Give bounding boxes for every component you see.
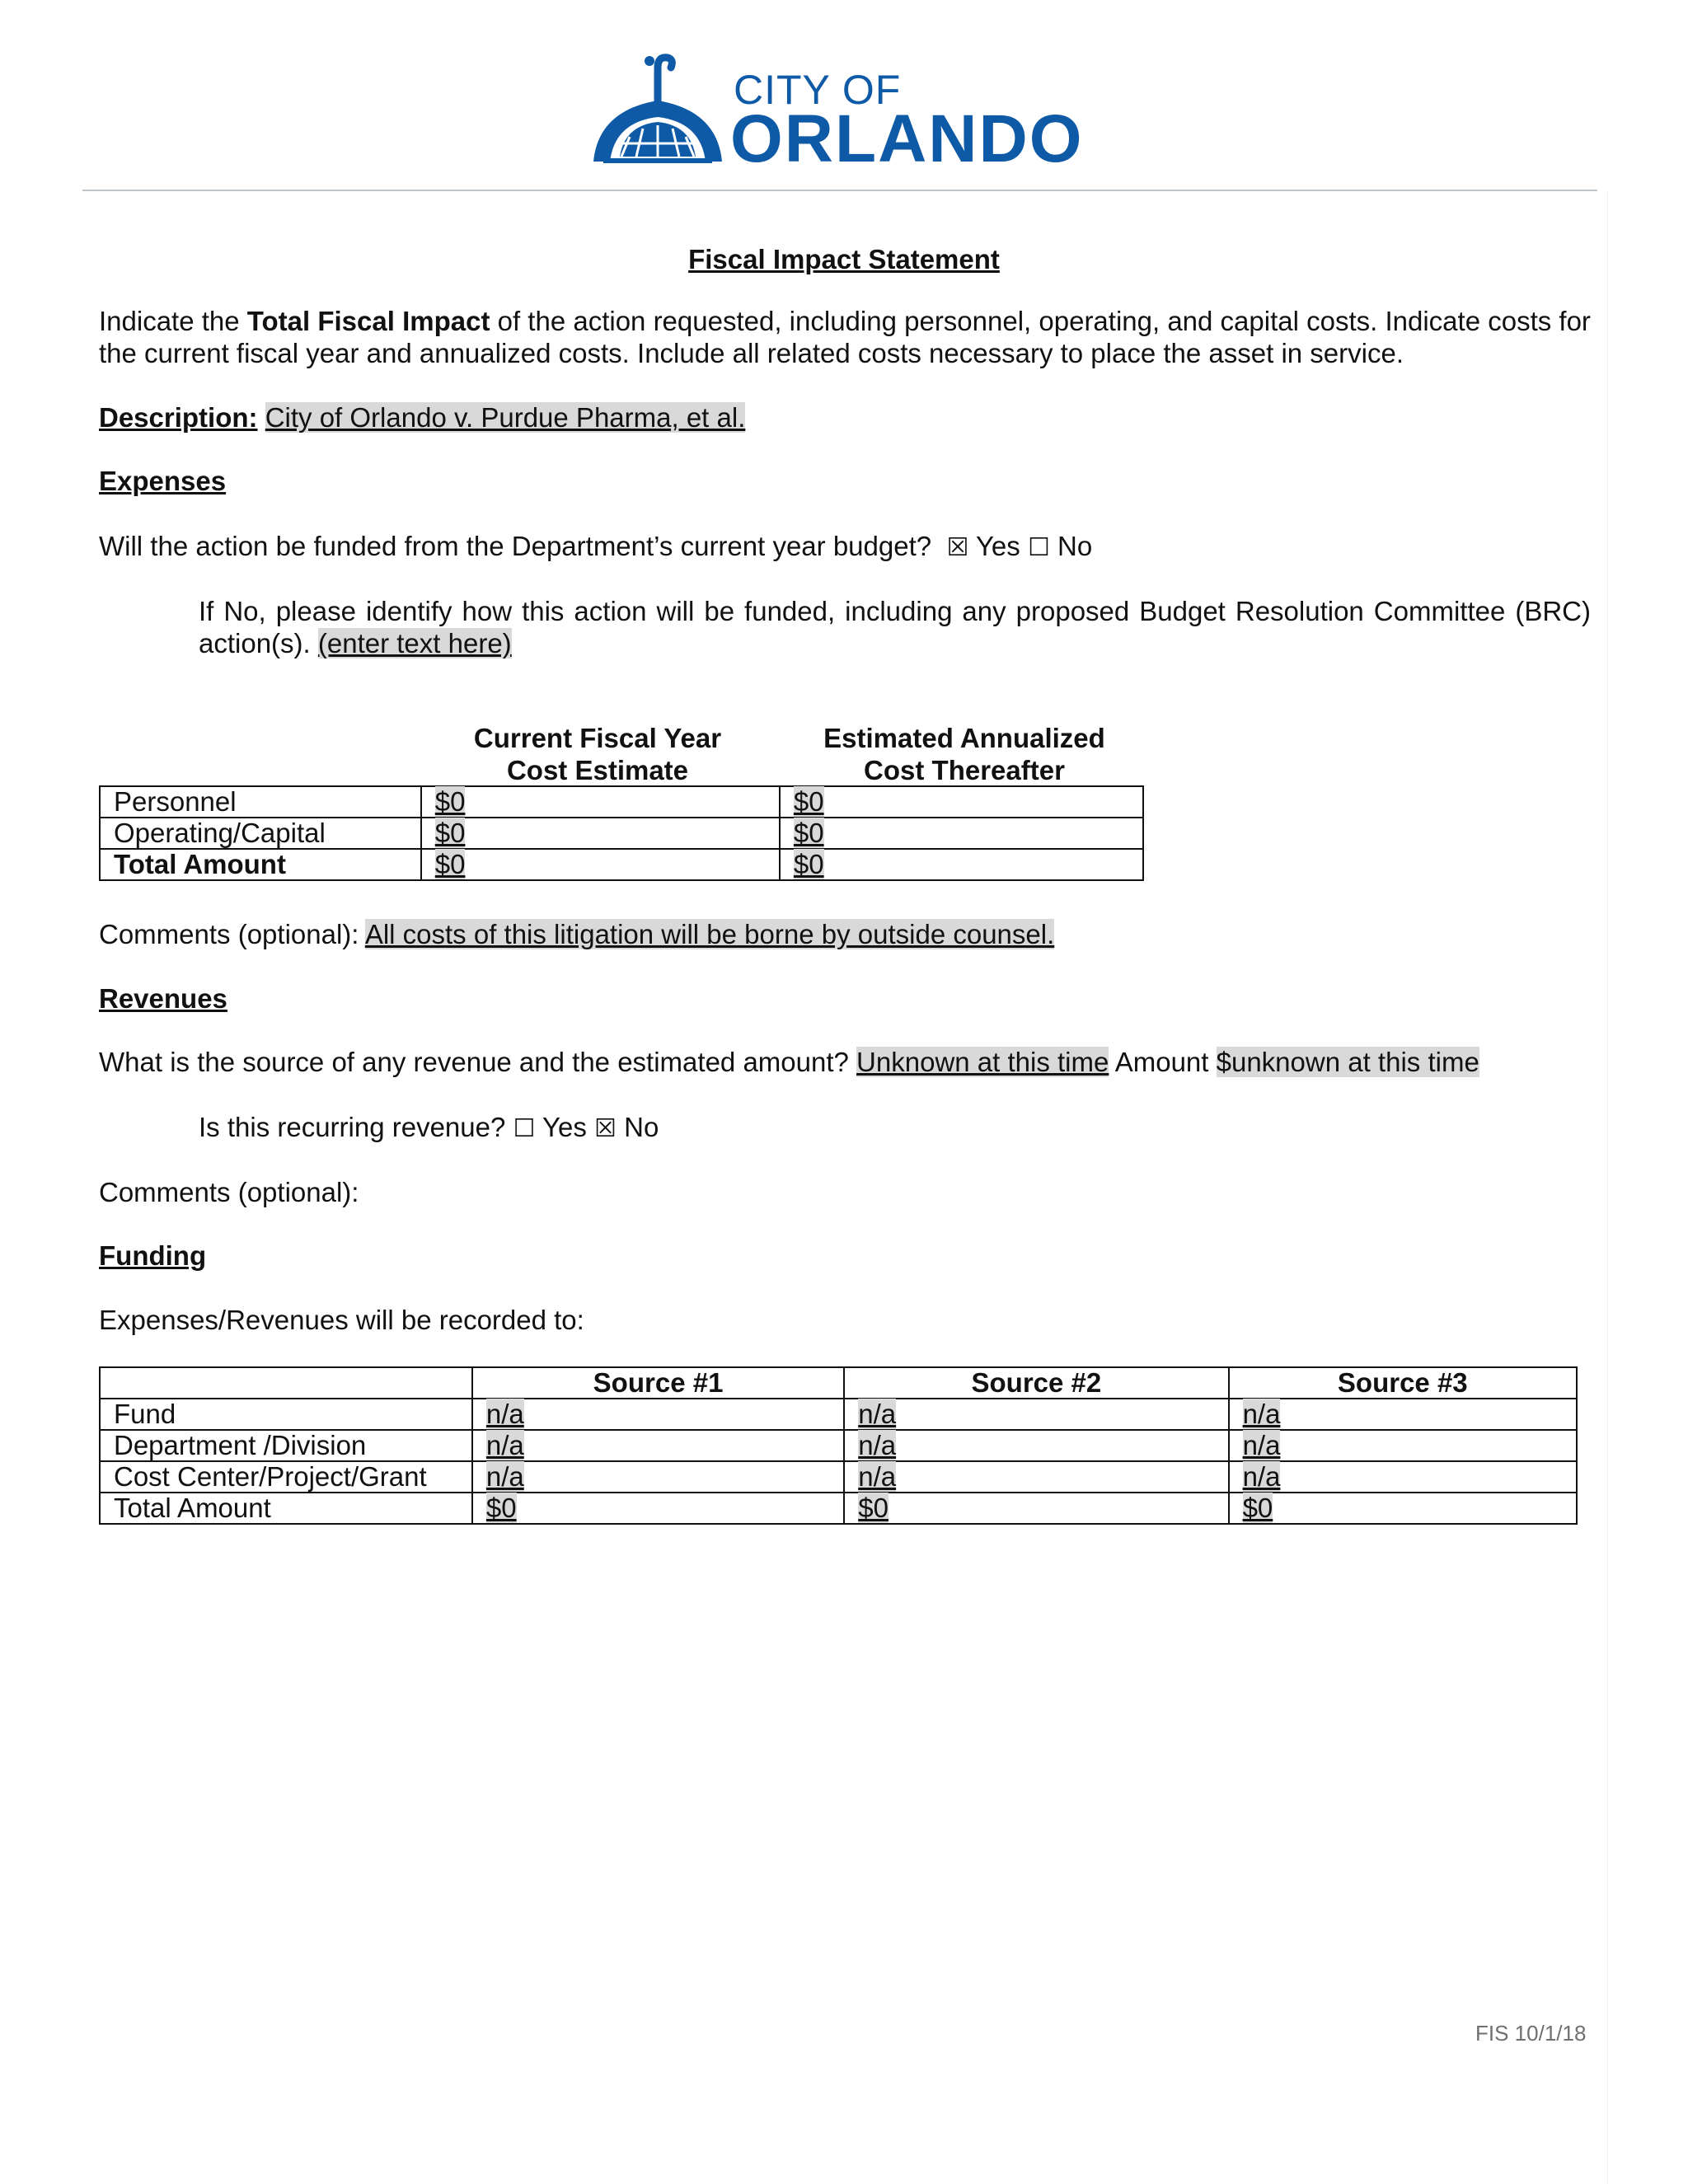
intro-text-end: of the action requested, including personnel, operating, and capital costs. Indicate costs for the current fiscal year and annualized costs. Include all related costs necessary to place the asset in service. [99, 306, 1591, 368]
expenses-comments-row [99, 918, 1591, 950]
funded-no-label: No [1057, 531, 1093, 561]
funding-row-label: Cost Center/Project/Grant [100, 1461, 472, 1493]
expenses-comments-field[interactable]: All costs of this litigation will be borne by outside counsel. [364, 919, 1055, 949]
department-source-1-field[interactable]: n/a [485, 1430, 524, 1460]
funded-yes-checkbox[interactable]: ☒ [946, 533, 969, 562]
expenses-heading: Expenses [99, 466, 227, 496]
fund-source-3-field[interactable]: n/a [1242, 1399, 1281, 1429]
logo-text-city-of: CITY OF [734, 67, 902, 113]
personnel-annual-field[interactable]: $0 [793, 786, 824, 817]
recurring-no-label: No [624, 1112, 659, 1142]
fund-source-2-field[interactable]: n/a [858, 1399, 897, 1429]
table-row [100, 786, 1143, 818]
total-source-2-field[interactable]: $0 [858, 1493, 889, 1523]
current-fiscal-year-header [420, 722, 775, 786]
total-source-3-field[interactable]: $0 [1242, 1493, 1273, 1523]
description-label: Description: [99, 402, 258, 433]
revenue-amount-field[interactable]: $unknown at this time [1216, 1047, 1479, 1077]
source-3-header: Source #3 [1229, 1367, 1577, 1399]
recorded-to-label: Expenses/Revenues will be recorded to: [99, 1305, 584, 1335]
department-source-3-field[interactable]: n/a [1242, 1430, 1281, 1460]
recurring-revenue-row [199, 1111, 1591, 1145]
funding-heading: Funding [99, 1240, 207, 1271]
form-version-footer: FIS 10/1/18 [1475, 2021, 1587, 2046]
annualized-cost-header-line2: Cost Thereafter [864, 755, 1065, 785]
page-title: Fiscal Impact Statement [688, 244, 1000, 274]
page-edge [1607, 190, 1608, 2184]
empty-header-cell [100, 1367, 472, 1399]
funding-row-label: Total Amount [100, 1493, 472, 1524]
table-row [100, 1399, 1577, 1430]
expense-row-label: Operating/Capital [100, 818, 421, 849]
cost-center-source-1-field[interactable]: n/a [485, 1461, 524, 1492]
personnel-current-field[interactable]: $0 [434, 786, 466, 817]
fountain-dome-icon [592, 51, 724, 166]
description-row [99, 401, 1591, 434]
current-fiscal-year-header-line1: Current Fiscal Year [473, 723, 722, 753]
annualized-cost-header-line1: Estimated Annualized [823, 723, 1105, 753]
revenue-source-field[interactable]: Unknown at this time [856, 1047, 1109, 1077]
total-source-1-field[interactable]: $0 [485, 1493, 517, 1523]
funded-question-row [99, 530, 1591, 564]
source-1-header: Source #1 [472, 1367, 844, 1399]
header-divider [82, 190, 1597, 191]
table-row [100, 1493, 1577, 1524]
table-row [100, 1430, 1577, 1461]
funded-no-checkbox[interactable]: ☐ [1027, 533, 1050, 562]
source-2-header: Source #2 [844, 1367, 1228, 1399]
description-field[interactable]: City of Orlando v. Purdue Pharma, et al. [265, 402, 746, 433]
expenses-table [99, 785, 1144, 881]
cost-center-source-2-field[interactable]: n/a [858, 1461, 897, 1492]
expense-row-label: Total Amount [100, 849, 421, 880]
intro-paragraph [99, 305, 1591, 369]
recurring-yes-checkbox[interactable]: ☐ [513, 1114, 536, 1143]
cost-center-source-3-field[interactable]: n/a [1242, 1461, 1281, 1492]
total-current-field[interactable]: $0 [434, 849, 466, 879]
department-source-2-field[interactable]: n/a [858, 1430, 897, 1460]
funded-yes-label: Yes [975, 531, 1020, 561]
logo-text-orlando: ORLANDO [730, 101, 1084, 176]
table-header-row [100, 1367, 1577, 1399]
revenue-comments-label: Comments (optional): [99, 1177, 359, 1207]
operating-annual-field[interactable]: $0 [793, 818, 824, 848]
city-of-orlando-logo [592, 51, 1090, 176]
funding-row-label: Fund [100, 1399, 472, 1430]
funded-question-text: Will the action be funded from the Department’s current year budget? [99, 531, 932, 561]
current-fiscal-year-header-line2: Cost Estimate [506, 755, 689, 785]
if-no-funding-field[interactable]: (enter text here) [317, 628, 512, 658]
funding-table [99, 1366, 1578, 1525]
table-row [100, 849, 1143, 880]
fund-source-1-field[interactable]: n/a [485, 1399, 524, 1429]
table-row [100, 818, 1143, 849]
expenses-comments-label: Comments (optional): [99, 919, 359, 949]
intro-bold-text: Total Fiscal Impact [246, 306, 490, 336]
expense-row-label: Personnel [100, 786, 421, 818]
total-annual-field[interactable]: $0 [793, 849, 824, 879]
revenues-heading: Revenues [99, 983, 227, 1014]
recurring-yes-label: Yes [542, 1112, 587, 1142]
revenue-source-question: What is the source of any revenue and the estimated amount? [99, 1047, 849, 1077]
operating-current-field[interactable]: $0 [434, 818, 466, 848]
revenue-amount-label: Amount [1114, 1047, 1209, 1077]
recurring-no-checkbox[interactable]: ☒ [594, 1114, 617, 1143]
annualized-cost-header [785, 722, 1144, 786]
intro-text-start: Indicate the [99, 306, 247, 336]
funding-row-label: Department /Division [100, 1430, 472, 1461]
recurring-revenue-question: Is this recurring revenue? [199, 1112, 506, 1142]
revenue-source-row [99, 1046, 1591, 1078]
table-row [100, 1461, 1577, 1493]
if-no-paragraph [199, 595, 1591, 659]
if-no-text: If No, please identify how this action will be funded, including any proposed Budget Resolution Committee (BRC) action(s). [199, 596, 1591, 658]
